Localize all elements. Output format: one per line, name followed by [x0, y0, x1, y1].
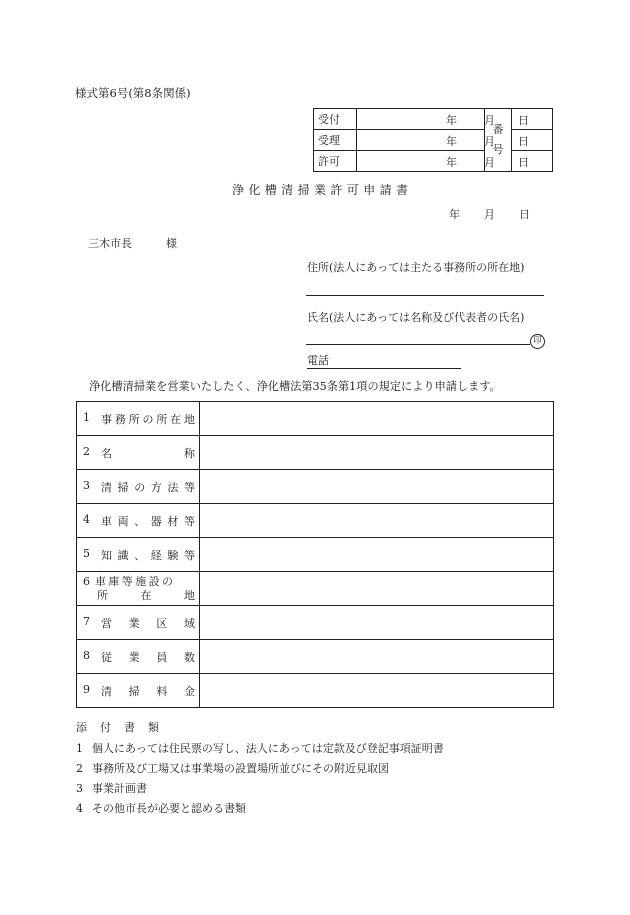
item-number: 2	[83, 444, 90, 458]
table-row	[77, 402, 554, 436]
stamp-label: 許可	[314, 151, 357, 172]
item-text: 従 業 員 数	[101, 650, 195, 664]
addressee	[88, 235, 177, 251]
item-text: 事 務 所 の 所 在 地	[101, 412, 195, 426]
year-unit: 年	[449, 208, 460, 221]
table-row	[77, 504, 554, 538]
month-unit: 月	[484, 135, 495, 148]
item-label	[77, 606, 200, 640]
address-label: 住所(法人にあっては主たる事務所の所在地)	[307, 261, 525, 274]
list-item	[76, 759, 444, 779]
application-date[interactable]	[449, 206, 530, 222]
attachment-text: その他市長が必要と認める書類	[92, 802, 246, 815]
stamp-label: 受付	[314, 109, 357, 130]
day-unit: 日	[519, 208, 530, 221]
stamp-date[interactable]	[357, 151, 529, 172]
item-label	[77, 504, 200, 538]
stamp-row-accepted	[314, 130, 553, 151]
attachment-text: 事務所及び工場又は事業場の設置場所並びにその附近見取図	[92, 762, 389, 775]
day-unit: 日	[518, 156, 529, 169]
item-value-field[interactable]	[200, 436, 554, 470]
item-text: 車 両 、 器 材 等	[101, 514, 195, 528]
addressee-name: 三木市長	[88, 237, 132, 250]
number-label-char-1: 番	[492, 123, 504, 136]
item-text-line-2: 所 在 地	[97, 588, 195, 602]
item-value-field[interactable]	[200, 402, 554, 436]
table-row	[77, 640, 554, 674]
item-text: 清 掃 の 方 法 等	[101, 480, 195, 494]
attachments-title: 添付書類	[76, 721, 172, 734]
document-title: 浄化槽清掃業許可申請書	[232, 183, 413, 197]
addressee-honorific: 様	[166, 237, 177, 250]
item-value-field[interactable]	[200, 470, 554, 504]
year-unit: 年	[446, 114, 457, 127]
item-value-field[interactable]	[200, 606, 554, 640]
list-item	[76, 779, 444, 799]
address-field[interactable]	[306, 295, 544, 296]
day-unit: 日	[518, 114, 529, 127]
item-number: 5	[83, 546, 90, 560]
item-label	[77, 572, 200, 606]
phone-field[interactable]	[307, 352, 461, 369]
attachments-list	[76, 739, 444, 819]
item-value-field[interactable]	[200, 504, 554, 538]
item-label	[77, 436, 200, 470]
application-items-table	[76, 401, 554, 708]
item-text: 営 業 区 域	[101, 616, 195, 630]
item-number: 9	[83, 682, 90, 696]
item-text-line-1: 車庫等施設の	[95, 574, 176, 588]
attachment-number: 3	[76, 782, 83, 795]
item-number: 7	[83, 614, 90, 628]
name-field[interactable]	[306, 344, 530, 345]
attachment-text: 事業計画書	[92, 782, 147, 795]
item-number: 8	[83, 648, 90, 662]
form-number: 様式第6号(第8条関係)	[75, 86, 191, 100]
stamp-date[interactable]	[357, 109, 529, 130]
phone-label: 電話	[307, 354, 329, 367]
attachment-text: 個人にあっては住民票の写し、法人にあっては定款及び登記事項証明書	[92, 742, 444, 755]
item-label	[77, 538, 200, 572]
item-value-field[interactable]	[200, 538, 554, 572]
item-number: 3	[83, 478, 90, 492]
attachment-number: 4	[76, 802, 83, 815]
month-unit: 月	[484, 156, 495, 169]
attachment-number: 1	[76, 742, 83, 755]
table-row	[77, 674, 554, 708]
stamp-row-received	[314, 109, 553, 130]
item-label	[77, 470, 200, 504]
list-item	[76, 799, 444, 819]
table-row	[77, 606, 554, 640]
item-label	[77, 402, 200, 436]
stamp-row-permitted	[314, 151, 553, 172]
item-number: 6	[83, 574, 93, 588]
item-value-field[interactable]	[200, 640, 554, 674]
table-row	[77, 572, 554, 606]
attachment-number: 2	[76, 762, 83, 775]
item-value-field[interactable]	[200, 674, 554, 708]
day-unit: 日	[518, 135, 529, 148]
month-unit: 月	[484, 114, 495, 127]
table-row	[77, 470, 554, 504]
item-text: 清 掃 料 金	[101, 684, 195, 698]
stamp-label: 受理	[314, 130, 357, 151]
item-number: 4	[83, 512, 90, 526]
item-label	[77, 640, 200, 674]
month-unit: 月	[484, 208, 495, 221]
item-label	[77, 674, 200, 708]
table-row	[77, 436, 554, 470]
seal-mark: 印	[530, 334, 545, 349]
year-unit: 年	[446, 156, 457, 169]
application-statement: 浄化槽清掃業を営業いたしたく、浄化槽法第35条第1項の規定により申請します。	[89, 380, 501, 393]
item-text: 知 識 、 経 験 等	[101, 548, 195, 562]
table-row	[77, 538, 554, 572]
number-label-char-2: 号	[492, 143, 504, 156]
reception-stamp-box	[313, 108, 553, 172]
year-unit: 年	[446, 135, 457, 148]
item-number: 1	[83, 410, 90, 424]
item-value-field[interactable]	[200, 572, 554, 606]
name-label: 氏名(法人にあっては名称及び代表者の氏名)	[307, 311, 525, 324]
list-item	[76, 739, 444, 759]
item-text: 名 称	[101, 446, 195, 460]
stamp-date[interactable]	[357, 130, 529, 151]
